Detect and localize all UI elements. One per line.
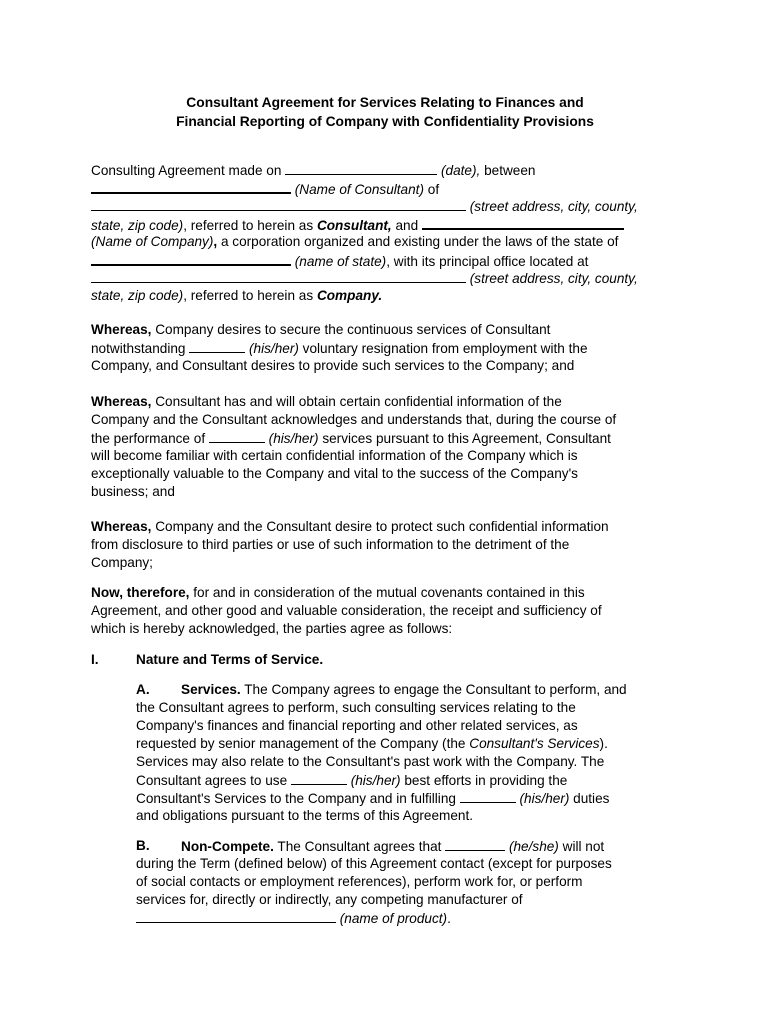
state-zip-label: state, zip code) (91, 218, 184, 233)
intro-line-6 (91, 251, 588, 271)
subsection-a-line-1 (181, 681, 627, 699)
subsection-a-line-4 (136, 735, 608, 753)
company-term: Company. (316, 288, 383, 303)
consultant-name-label: (Name of Consultant) (294, 182, 424, 197)
intro-text: of (427, 182, 440, 197)
intro-text: between (484, 163, 536, 178)
intro-line-5 (91, 233, 618, 251)
whereas2-line-1 (91, 393, 562, 411)
paragraph-text: Consultant agrees to use (136, 773, 288, 788)
intro-line-7 (91, 269, 638, 288)
intro-text: , (213, 234, 218, 249)
pronoun-label: (his/her) (268, 431, 319, 446)
intro-text: and (395, 218, 419, 233)
intro-line-2 (91, 179, 439, 199)
title-line-2: Financial Reporting of Company with Confidentiality Provisions (176, 114, 594, 129)
whereas1-line-2 (91, 339, 588, 358)
whereas-lead: Whereas, (91, 394, 152, 409)
paragraph-text: . (447, 911, 451, 926)
intro-line-8 (91, 287, 382, 305)
paragraph-text: for and in consideration of the mutual covenants contained in this (193, 585, 585, 600)
paragraph-text: requested by senior management of the Company (the (136, 736, 466, 751)
whereas2-line-6: business; and (91, 484, 175, 499)
subsection-a-line-7 (136, 789, 609, 808)
paragraph-text: best efforts in providing the (404, 773, 568, 788)
title-line-1: Consultant Agreement for Services Relating to Finances and (186, 95, 584, 110)
paragraph-text: The Consultant agrees that (277, 839, 442, 854)
paragraph-text: Company and the Consultant desire to protect such confidential information (155, 519, 609, 534)
paragraph-text: Consultant's Services to the Company and in fulfilling (136, 791, 456, 806)
subsection-a-line-3: Company's finances and financial reporting and other related services, as (136, 718, 578, 733)
section-1-number: I. (91, 652, 99, 667)
intro-text: , with its principal office located at (386, 254, 589, 269)
date-label: (date), (441, 163, 481, 178)
consultant-term: Consultant, (316, 218, 392, 233)
now-therefore-line-2: Agreement, and other good and valuable consideration, the receipt and sufficiency of (91, 603, 602, 618)
paragraph-text: voluntary resignation from employment with the (302, 341, 588, 356)
whereas3-line-2: from disclosure to third parties or use of such information to the detriment of the (91, 537, 570, 552)
whereas3-line-1 (91, 518, 609, 536)
subsection-b-letter: B. (136, 838, 150, 853)
company-address-blank (91, 269, 466, 283)
paragraph-text: services pursuant to this Agreement, Consultant (322, 431, 611, 446)
subsection-a-line-8: and obligations pursuant to the terms of this Agreement. (136, 808, 474, 823)
intro-line-3 (91, 197, 638, 216)
state-zip-label: state, zip code) (91, 288, 184, 303)
whereas1-line-1 (91, 321, 550, 339)
company-name-blank (422, 215, 624, 230)
whereas1-line-3: Company, and Consultant desires to provide such services to the Company; and (91, 358, 575, 373)
paragraph-text: The Company agrees to engage the Consultant to perform, and (244, 682, 627, 697)
subsection-a-line-2: the Consultant agrees to perform, such consulting services relating to the (136, 700, 576, 715)
paragraph-text: duties (573, 791, 610, 806)
state-name-label: (name of state) (294, 254, 387, 269)
product-name-label: (name of product) (339, 911, 448, 926)
street-label: (street address, city, county, (469, 199, 638, 214)
intro-text: , referred to herein as (183, 288, 314, 303)
subsection-a-line-5: Services may also relate to the Consultant's past work with the Company. The (136, 754, 605, 769)
pronoun-blank (291, 771, 347, 785)
consultant-address-blank (91, 197, 466, 211)
pronoun-label: (his/her) (519, 791, 570, 806)
subsection-b-line-2: during the Term (defined below) of this Agreement contact (except for purposes (136, 856, 612, 871)
intro-text: a corporation organized and existing under the laws of the state of (220, 234, 619, 249)
document-title (0, 93, 770, 131)
pronoun-label: (he/she) (508, 839, 559, 854)
section-1-heading: Nature and Terms of Service. (136, 652, 324, 667)
subsection-b-line-3: of social contacts or employment references), perform work for, or perform (136, 874, 583, 889)
whereas2-line-4: will become familiar with certain confidential information of the Company which is (91, 448, 578, 463)
pronoun-label: (his/her) (350, 773, 401, 788)
pronoun-label: (his/her) (249, 341, 299, 356)
paragraph-text: notwithstanding (91, 341, 186, 356)
pronoun-blank (189, 339, 245, 353)
whereas2-line-2: Company and the Consultant acknowledges and understands that, during the course of (91, 412, 617, 427)
subsection-b-line-4: services for, directly or indirectly, any competing manufacturer of (136, 892, 523, 907)
intro-text: , referred to herein as (183, 218, 314, 233)
subsection-a-letter: A. (136, 682, 150, 697)
whereas2-line-5: exceptionally valuable to the Company and vital to the success of the Company's (91, 466, 578, 481)
consultant-name-blank (91, 179, 291, 194)
subsection-b-line-5 (136, 909, 451, 928)
paragraph-text: Consultant has and will obtain certain confidential information of the (155, 394, 562, 409)
pronoun-blank (460, 789, 516, 803)
intro-line-4 (91, 215, 624, 235)
whereas3-line-3: Company; (91, 555, 153, 570)
now-therefore-lead: Now, therefore, (91, 585, 190, 600)
street-label: (street address, city, county, (469, 271, 638, 286)
paragraph-text: the performance of (91, 431, 206, 446)
product-name-blank (136, 909, 336, 923)
intro-line-1 (91, 161, 535, 180)
whereas2-line-3 (91, 429, 611, 448)
whereas-lead: Whereas, (91, 322, 152, 337)
subsection-a-heading: Services. (181, 682, 241, 697)
paragraph-text: ). (599, 736, 608, 751)
now-therefore-line-1 (91, 584, 585, 602)
paragraph-text: Company desires to secure the continuous services of Consultant (155, 322, 551, 337)
state-name-blank (91, 251, 291, 266)
subsection-a-line-6 (136, 771, 567, 790)
whereas-lead: Whereas, (91, 519, 152, 534)
subsection-b-heading: Non-Compete. (181, 839, 274, 854)
now-therefore-line-3: which is hereby acknowledged, the parties agree as follows: (91, 621, 453, 636)
intro-text: Consulting Agreement made on (91, 163, 282, 178)
pronoun-blank (445, 837, 505, 851)
date-blank (285, 161, 437, 175)
consultants-services-term: Consultant's Services (469, 736, 600, 751)
subsection-b-line-1 (181, 837, 604, 856)
company-name-label: (Name of Company) (91, 234, 214, 249)
pronoun-blank (209, 429, 265, 443)
paragraph-text: will not (562, 839, 605, 854)
